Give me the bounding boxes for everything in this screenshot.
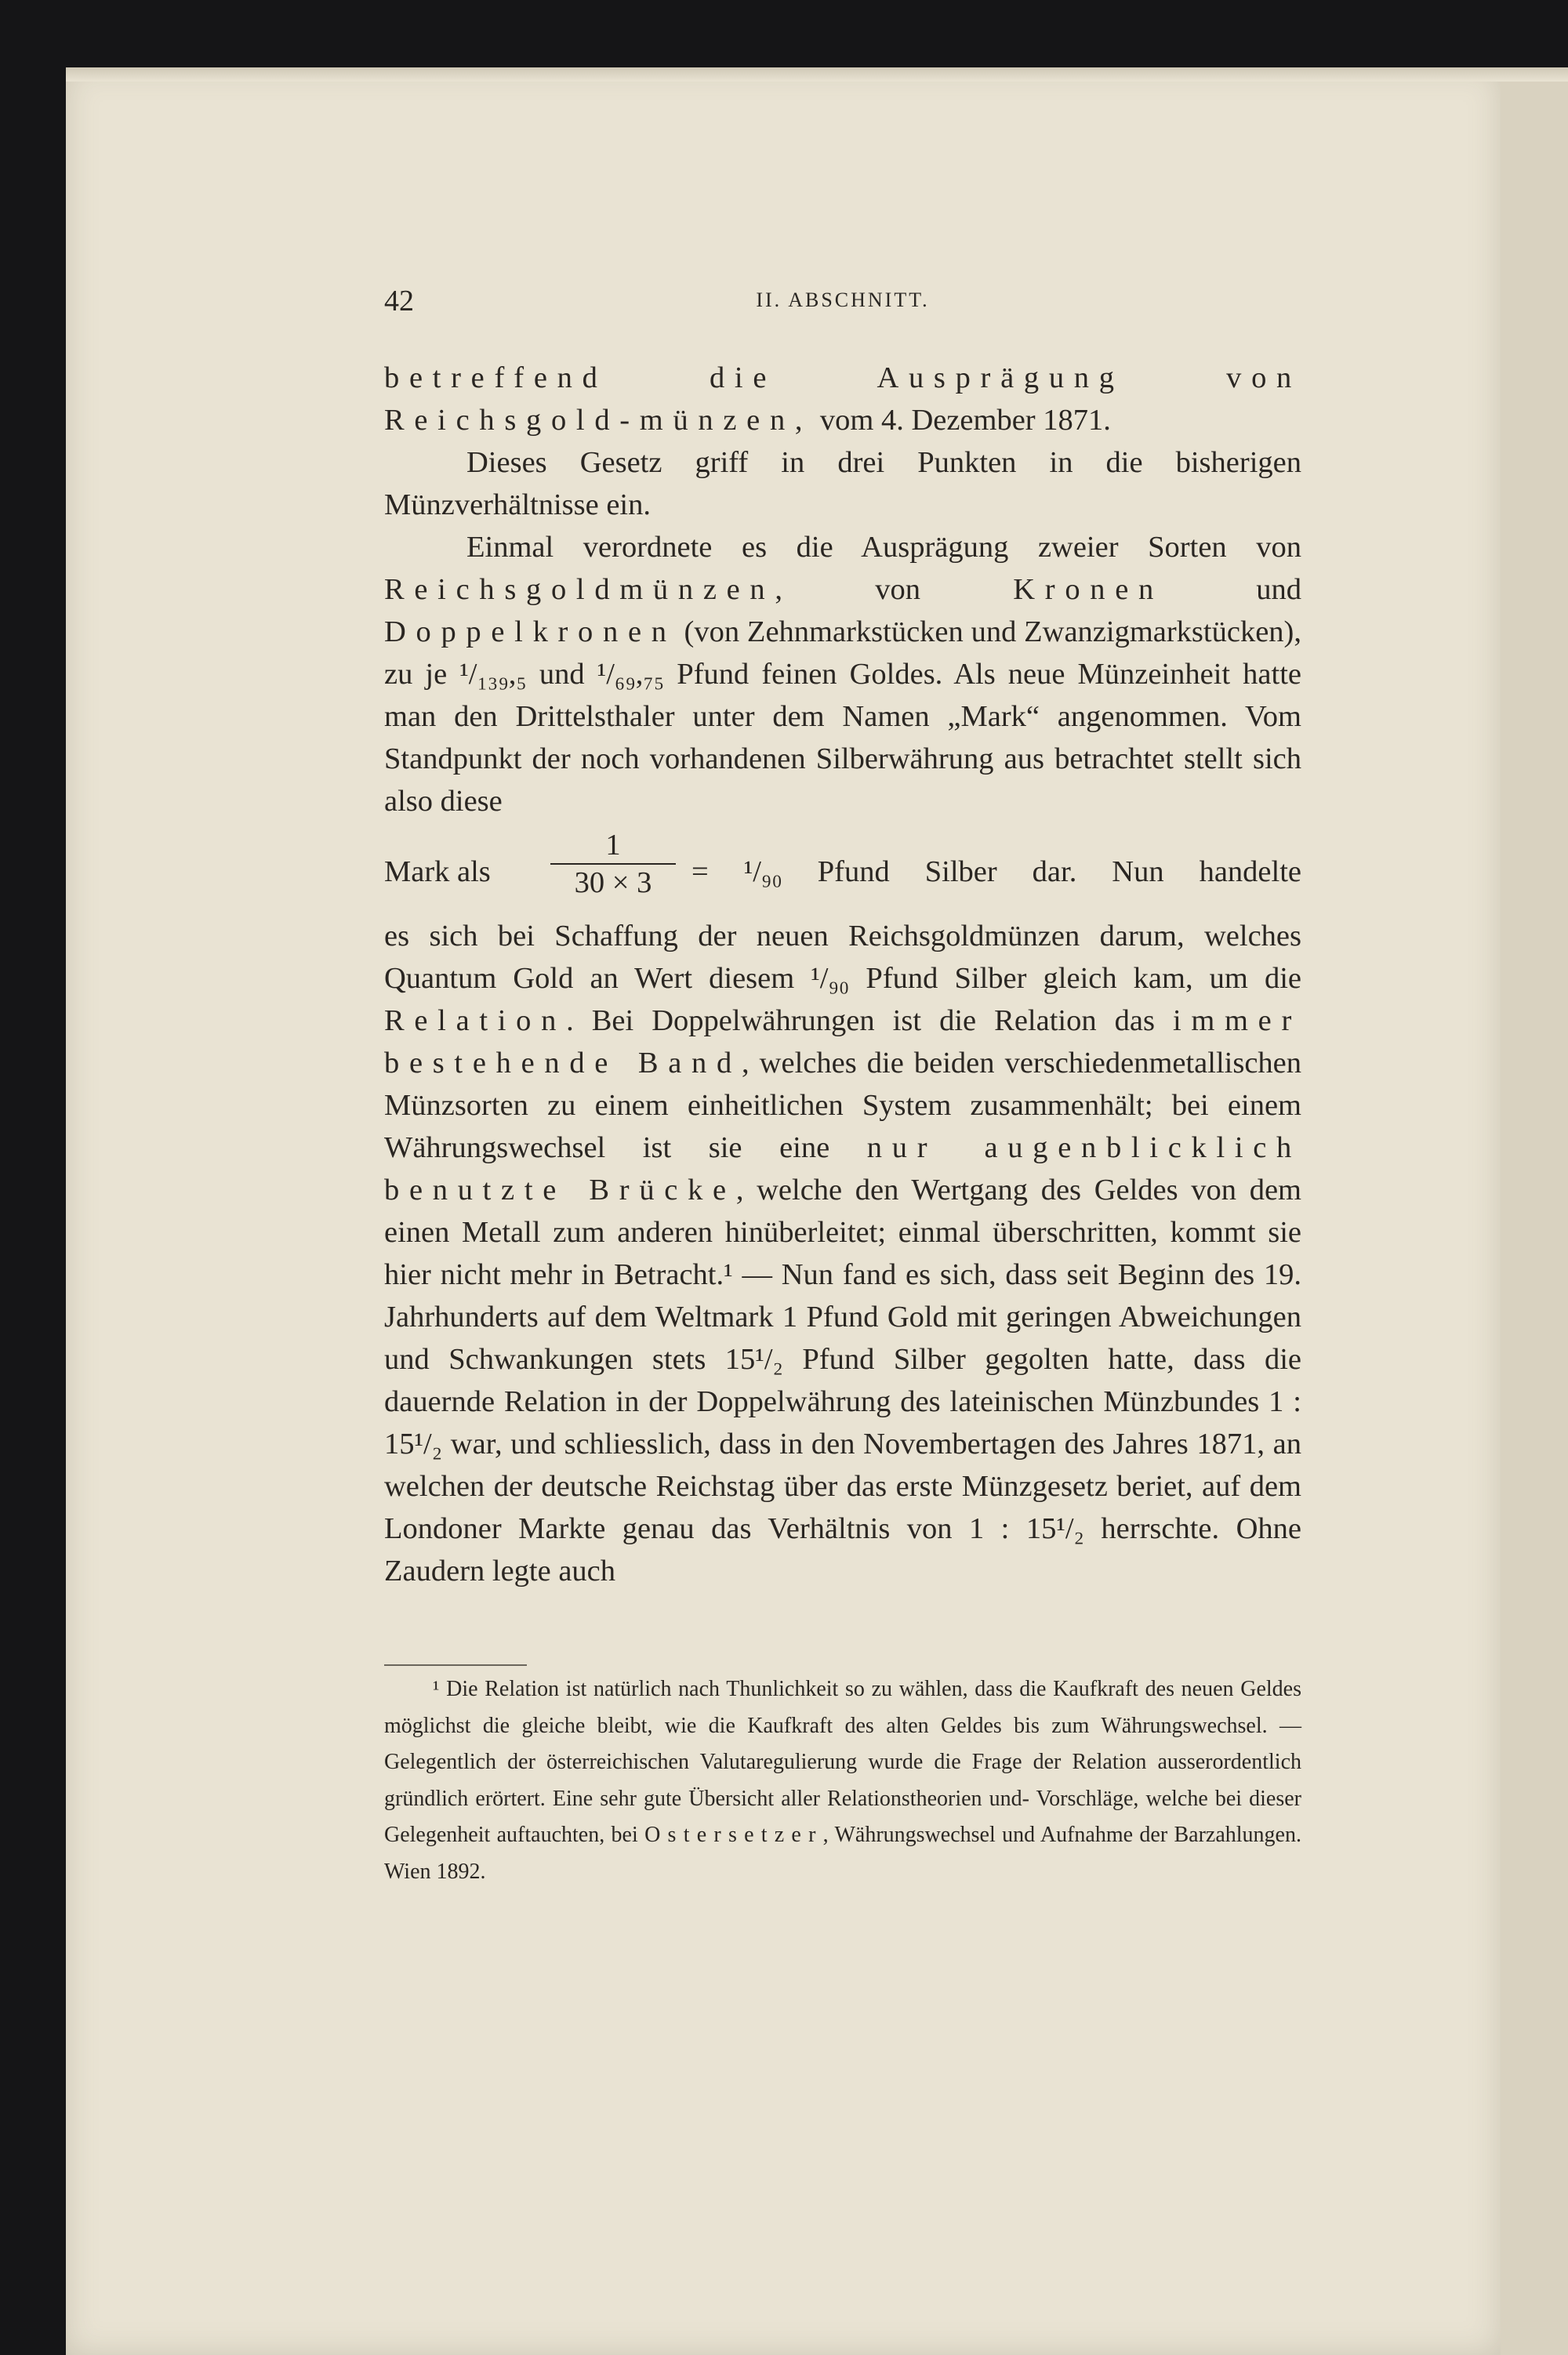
fraction-tail: = ¹/₉₀ Pfund Silber dar. Nun handelte [691,855,1301,888]
p4-text-a: es sich bei Schaffung der neuen Reichsgoldmünzen darum, welches Quantum Gold an Wert diesem ¹/₉₀ Pfund Silber gleich kam, um die [384,920,1301,995]
p3-text-c: und [1163,573,1302,606]
p4-emph-band: immer bestehende Band [384,1004,1301,1080]
fraction [550,827,676,901]
body-text [384,357,1301,1592]
p3-text-d: (von Zehnmarkstücken und Zwanzigmarkstücken), zu je ¹/₁₃₉,₅ und ¹/₆₉,₇₅ Pfund feinen Goldes. Als neue Münzeinheit hatte man den Drittelsthaler unter dem Namen „Mark“ angenommen. Vom Standpunkt der noch vorhandenen Silberwährung aus betrachtet stellt sich also diese [384,615,1301,818]
law-date: vom 4. Dezember 1871. [812,404,1111,437]
fraction-lead: Mark als [384,855,491,888]
page-number: 42 [384,285,414,318]
running-head: II. ABSCHNITT. [756,288,930,311]
p3-text-a: Einmal verordnete es die Ausprägung zweier Sorten von [466,531,1301,564]
p4-text-b: . Bei Doppelwährungen ist die Relation das [566,1004,1173,1037]
paragraph-4 [384,915,1301,1592]
p3-emph-reichsgold: Reichsgoldmünzen [384,573,775,606]
p3-emph-doppelkronen: Doppelkronen [384,615,677,648]
p3-emph-kronen: Kronen [1013,573,1163,606]
law-title-spaced: betreffend die Ausprägung von Reichsgold-münzen, [384,361,1301,437]
footnote-rule [384,1664,527,1666]
footnote-1 [384,1671,1301,1890]
p4-text-c: , welches die beiden verschiedenmetallischen Münzsorten zu einem einheitlichen System zusammenhält; bei einem Währungswechsel ist sie eine [384,1047,1302,1164]
paragraph-3 [384,526,1301,822]
page-edge [66,67,1568,82]
p4-emph-relation: Relation [384,1004,567,1037]
paragraph-1 [384,357,1301,441]
footnote-text-a: ¹ Die Relation ist natürlich nach Thunlichkeit so zu wählen, dass die Kaufkraft des neuen Geldes möglichst die gleiche bleibt, wie die Kaufkraft des alten Geldes bis zum Währungswechsel. — Gelegentlich der österreichischen Valutaregulierung wurde die Frage der Relation ausserordentlich gründlich erörtert. Eine sehr gute Übersicht aller Relationstheorien und- Vorschläge, welche bei dieser Gelegenheit auftauchten, bei [384,1677,1301,1847]
underlying-sheet [1490,67,1568,2355]
p4-emph-bruecke: nur augenblicklich benutzte Brücke [384,1131,1301,1207]
page-header [384,284,1301,331]
p4-text-d: , welche den Wertgang des Geldes von dem einen Metall zum anderen hinüberleitet; einmal überschritten, kommt sie hier nicht mehr in Betracht.¹ — Nun fand es sich, dass seit Beginn des 19. Jahrhunderts auf dem Weltmark 1 Pfund Gold mit geringen Abweichungen und Schwankungen stets 15¹/₂ Pfund Silber gegolten hatte, dass die dauernde Relation in der Doppelwährung des lateinischen Münzbundes 1 : 15¹/₂ war, und schliesslich, dass in den Novembertagen des Jahres 1871, an welchen der deutsche Reichstag über das erste Münzgesetz beriet, auf dem Londoner Markte genau das Verhältnis von 1 : 15¹/₂ herrschte. Ohne Zaudern legte auch [384,1174,1301,1588]
paragraph-2: Dieses Gesetz griff in drei Punkten in die bisherigen Münzverhältnisse ein. [384,446,1301,521]
fraction-denominator: 30 × 3 [550,863,676,901]
footnotes [384,1671,1301,1890]
footnote-text-b: , Währungswechsel und Aufnahme der Barzahlungen. Wien 1892. [384,1823,1301,1884]
footnote-author: Ostersetzer [644,1823,823,1847]
fraction-line [384,827,1301,915]
fraction-numerator: 1 [605,829,621,862]
p3-text-b: , von [775,573,1014,606]
